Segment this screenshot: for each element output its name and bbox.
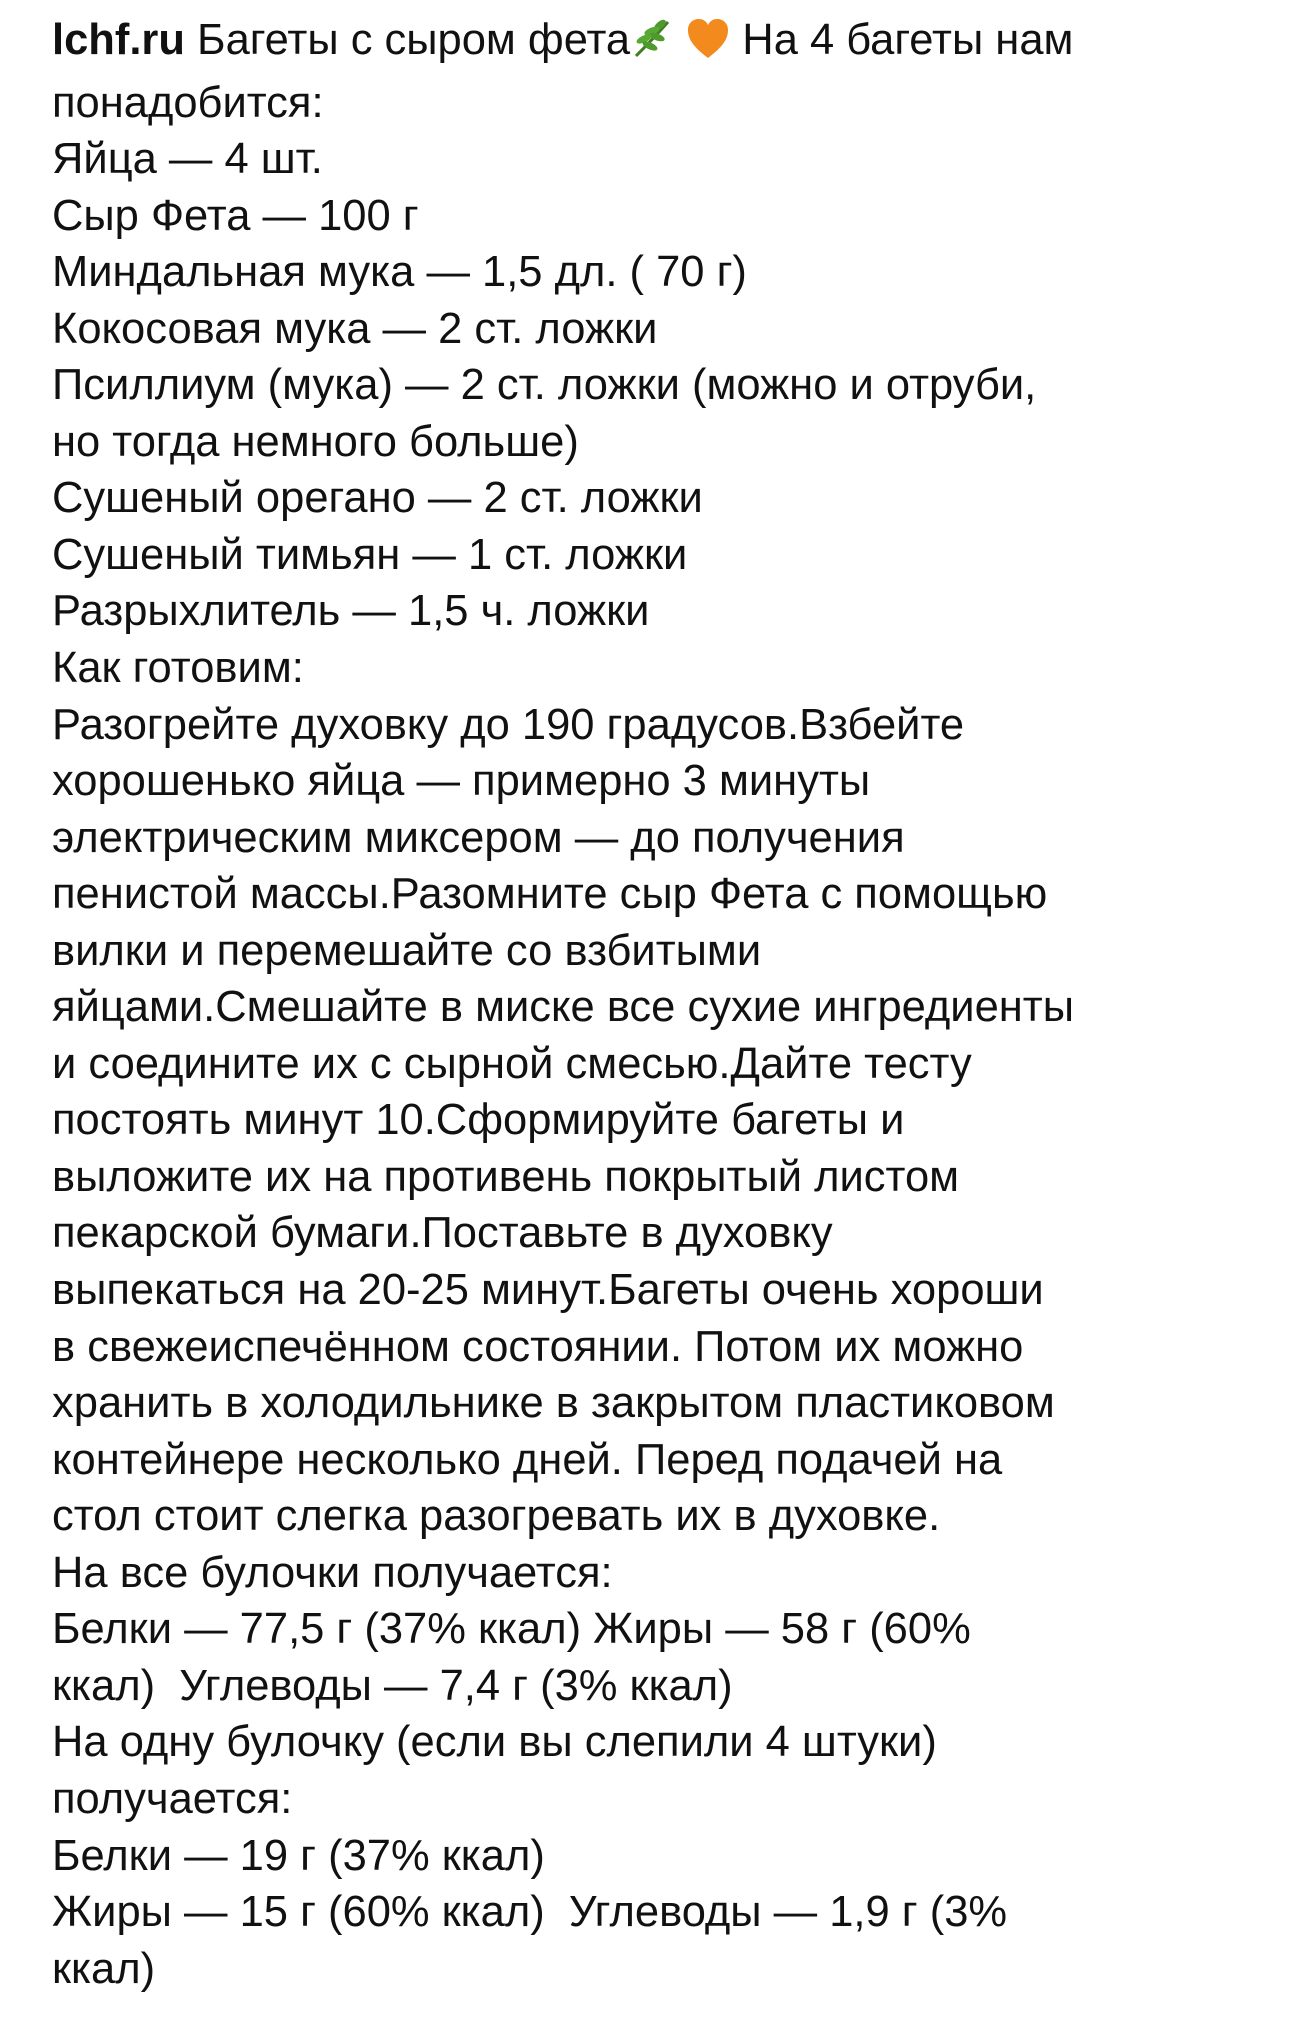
orange-heart-icon: [686, 18, 730, 75]
method-line: пекарской бумаги.Поставьте в духовку: [52, 1209, 833, 1258]
ingredient-eggs: Яйца — 4 шт.: [52, 135, 323, 184]
nutrition-per-bun-line: ккал): [52, 1944, 156, 1993]
ingredient-psyllium-note: но тогда немного больше): [52, 417, 579, 466]
method-line: контейнере несколько дней. Перед подачей на: [52, 1435, 1003, 1484]
method-line: Разогрейте духовку до 190 градусов.Взбейте: [52, 700, 965, 749]
herb-icon: [630, 16, 674, 75]
ingredient-oregano: Сушеный орегано — 2 ст. ложки: [52, 474, 703, 523]
ingredient-thyme: Сушеный тимьян — 1 ст. ложки: [52, 530, 688, 579]
nutrition-total-heading: На все булочки получается:: [52, 1548, 613, 1597]
method-heading: Как готовим:: [52, 644, 304, 693]
ingredient-coconut-flour: Кокосовая мука — 2 ст. ложки: [52, 304, 658, 353]
method-line: яйцами.Смешайте в миске все сухие ингредиенты: [52, 983, 1074, 1032]
ingredient-psyllium: Псиллиум (мука) — 2 ст. ложки (можно и отруби,: [52, 361, 1037, 410]
caption-line: понадобится:: [52, 78, 324, 127]
nutrition-per-bun-line: Белки — 19 г (37% ккал): [52, 1831, 545, 1880]
recipe-yield: На 4 багеты нам: [742, 16, 1074, 64]
method-line: постоять минут 10.Сформируйте багеты и: [52, 1096, 905, 1145]
method-line: вилки и перемешайте со взбитыми: [52, 926, 762, 975]
method-line: выпекаться на 20-25 минут.Багеты очень хороши: [52, 1266, 1044, 1315]
recipe-title: Багеты с сыром фета: [197, 16, 631, 64]
method-line: выложите их на противень покрытый листом: [52, 1152, 960, 1201]
method-line: и соедините их с сырной смесью.Дайте тесту: [52, 1039, 972, 1088]
method-line: электрическим миксером — до получения: [52, 813, 905, 862]
ingredient-feta: Сыр Фета — 100 г: [52, 191, 419, 240]
ingredient-baking-powder: Разрыхлитель — 1,5 ч. ложки: [52, 587, 650, 636]
method-line: стол стоит слегка разогревать их в духовке.: [52, 1492, 941, 1541]
nutrition-per-bun-heading: получается:: [52, 1774, 293, 1823]
nutrition-total-line: Белки — 77,5 г (37% ккал) Жиры — 58 г (60%: [52, 1605, 971, 1654]
ingredient-almond-flour: Миндальная мука — 1,5 дл. ( 70 г): [52, 248, 747, 297]
username-link[interactable]: lchf.ru: [52, 16, 185, 64]
post-caption: [52, 12, 1252, 1997]
method-line: хранить в холодильнике в закрытом пластиковом: [52, 1379, 1055, 1428]
nutrition-total-line: ккал) Углеводы — 7,4 г (3% ккал): [52, 1661, 733, 1710]
nutrition-per-bun-line: Жиры — 15 г (60% ккал) Углеводы — 1,9 г (3%: [52, 1888, 1008, 1937]
method-line: пенистой массы.Разомните сыр Фета с помощью: [52, 870, 1048, 919]
nutrition-per-bun-heading: На одну булочку (если вы слепили 4 штуки): [52, 1718, 937, 1767]
method-line: хорошенько яйца — примерно 3 минуты: [52, 757, 871, 806]
method-line: в свежеиспечённом состоянии. Потом их можно: [52, 1322, 1024, 1371]
caption-title-line: [52, 12, 1252, 75]
